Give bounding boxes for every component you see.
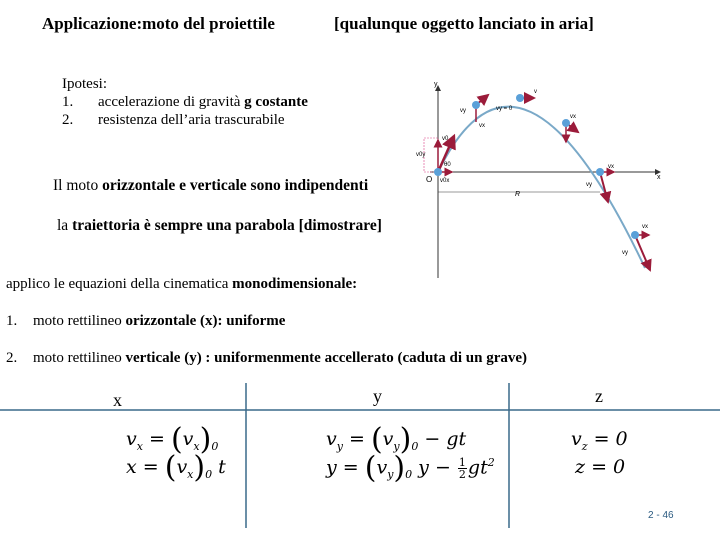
fraction-one-half: $\frac{1}{2}$ — [458, 455, 466, 481]
statement-parabola: la traiettoria è sempre una parabola [dimostrare] — [57, 217, 382, 234]
vx-label: vx — [479, 123, 485, 129]
theta0-label: θ0 — [444, 162, 451, 168]
statement-kinematics: applico le equazioni della cinematica monodimensionale: — [6, 276, 358, 292]
statement-independent: Il moto orizzontale e verticale sono indipendenti — [53, 177, 369, 194]
equation-x: $x = (v_x)_0$ t — [126, 450, 226, 485]
y-axis-label: y — [434, 81, 438, 88]
column-header-x: x — [113, 390, 122, 410]
column-header-z: z — [595, 386, 603, 406]
projectile-point — [434, 168, 442, 176]
motion-item-horizontal: 1. moto rettilineo orizzontale (x): uniforme — [6, 313, 286, 329]
equation-z: z = 0 — [575, 456, 626, 478]
equation-vz: $v_z = 0$ — [571, 428, 628, 453]
hypothesis-text: resistenza dell’aria trascurabile — [98, 112, 285, 128]
hypothesis-number: 1. — [62, 94, 74, 110]
column-header-y: y — [373, 386, 382, 406]
hypothesis-number: 2. — [62, 112, 74, 128]
projectile-diagram — [410, 78, 670, 283]
equation-vy: $v_y = (v_y)_0$ − gt — [326, 422, 467, 457]
slide-title: Applicazione:moto del proiettile — [42, 14, 275, 33]
hypotheses-label: Ipotesi: — [62, 76, 107, 92]
vy-zero-label: vy = 0 — [496, 106, 513, 112]
x-axis-label: x — [657, 174, 661, 181]
vy-label: vy — [622, 250, 628, 256]
equation-y: $y = (v_y)_0$ y − $\frac{1}{2}gt^2$ — [326, 450, 495, 486]
v0x-label: v0x — [440, 178, 450, 184]
motion-item-vertical: 2. moto rettilineo verticale (y) : uniformenmente accellerato (caduta di un grave) — [6, 350, 528, 366]
vx-label: vx — [570, 114, 576, 120]
range-label: R — [515, 191, 521, 198]
vy-label: vy — [460, 108, 466, 114]
hypothesis-text: accelerazione di gravità g costante — [98, 94, 308, 110]
projectile-point — [562, 119, 570, 127]
projectile-point — [472, 101, 480, 109]
v-label: v — [534, 89, 537, 95]
vy-label: vy — [586, 182, 592, 188]
origin-label: O — [426, 175, 433, 184]
equation-vx: $v_x = (v_x)_0$ — [126, 422, 219, 457]
projectile-point — [596, 168, 604, 176]
slide-subtitle: [qualunque oggetto lanciato in aria] — [334, 14, 594, 33]
vx-label: vx — [642, 224, 648, 230]
v0-label: v0 — [442, 136, 449, 142]
component-box — [424, 138, 438, 172]
v0y-label: v0y — [416, 152, 426, 158]
projectile-point — [516, 94, 524, 102]
page-number: 2 - 46 — [648, 510, 674, 521]
projectile-point — [631, 231, 639, 239]
vx-label: vx — [608, 164, 614, 170]
trajectory-curve — [438, 107, 645, 268]
